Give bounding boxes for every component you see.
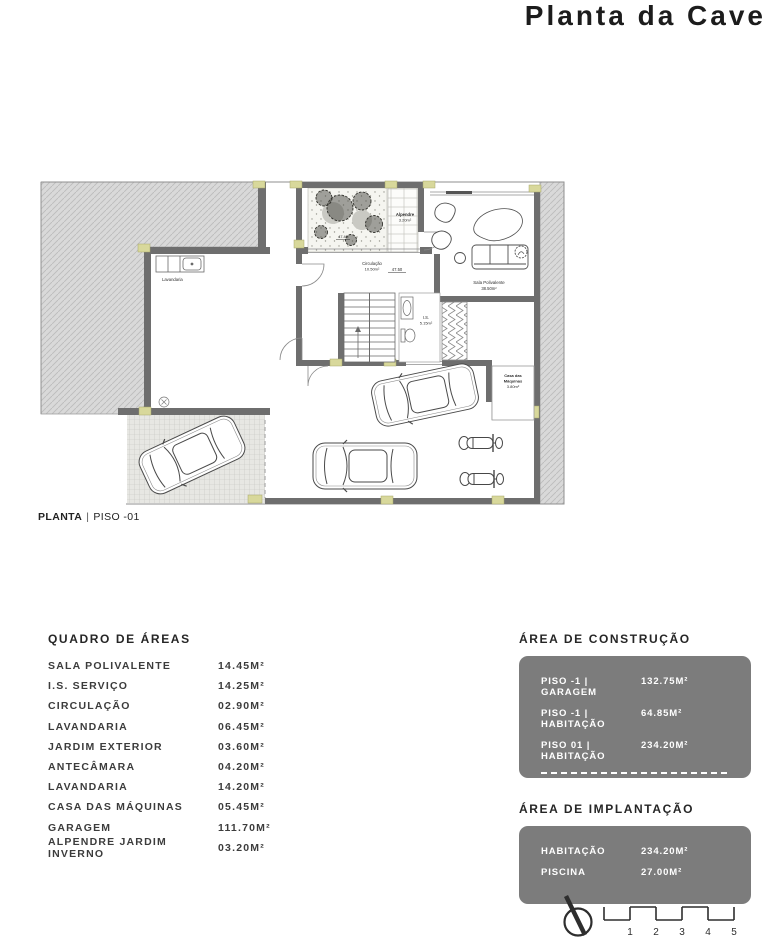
total-label: TOTAL xyxy=(541,783,577,794)
bathroom-label: I.S. xyxy=(422,315,430,320)
row-label: CIRCULAÇÃO xyxy=(48,700,131,713)
table-row xyxy=(48,835,318,860)
row-label: SALA POLIVALENTE xyxy=(48,660,172,673)
table-row xyxy=(48,676,318,696)
construction-area-title: ÁREA DE CONSTRUÇÃO xyxy=(519,632,691,646)
living-room-label: Sala Polivalente xyxy=(473,280,505,285)
page-title: Planta da Cave xyxy=(524,0,766,31)
plan-caption xyxy=(38,511,140,523)
row-value: 111.70M² xyxy=(218,821,271,834)
table-row xyxy=(48,737,318,757)
table-row xyxy=(48,656,318,676)
scale-tick-label: 2 xyxy=(653,927,659,938)
row-value: 14.20M² xyxy=(218,781,265,794)
circulation-label: Circulação xyxy=(362,261,382,266)
scale-tick-label: 3 xyxy=(679,927,685,938)
bathroom xyxy=(399,293,440,362)
north-and-scale xyxy=(552,893,762,943)
construction-area-section xyxy=(519,632,751,794)
panel-row xyxy=(541,867,741,878)
scale-bar-numbers xyxy=(627,927,737,938)
row-value: 14.25M² xyxy=(218,680,265,693)
living-room-furniture xyxy=(432,203,528,269)
total-row xyxy=(541,783,741,794)
row-label: LAVANDARIA xyxy=(48,781,128,794)
drain-symbol xyxy=(159,397,169,407)
construction-area-panel xyxy=(519,656,751,794)
table-row xyxy=(48,797,318,817)
bathroom-area-label: 5.15m² xyxy=(419,320,433,326)
floor-plan xyxy=(40,180,565,506)
laundry-label: Lavandaria xyxy=(162,277,183,282)
areas-table-title: QUADRO DE ÁREAS xyxy=(48,632,191,646)
living-room-area-label: 38.50m² xyxy=(481,286,497,291)
panel-row xyxy=(541,708,741,730)
alpendre-area-label: 3.20m² xyxy=(398,217,412,223)
table-row xyxy=(48,696,318,716)
panel-row xyxy=(541,846,741,857)
row-value: 03.20M² xyxy=(218,841,265,854)
implantation-area-section xyxy=(519,802,751,904)
terrain-hatch-right xyxy=(540,182,564,504)
machine-room-label-2: Máquinas xyxy=(503,378,523,384)
row-label: CASA DAS MÁQUINAS xyxy=(48,801,183,814)
row-label: ALPENDRE JARDIM INVERNO xyxy=(48,835,167,860)
scale-tick-label: 5 xyxy=(731,927,737,938)
circulation-level-label: 47.50 xyxy=(391,267,403,272)
north-scale-svg xyxy=(552,893,762,938)
row-label: GARAGEM xyxy=(48,821,112,834)
table-row xyxy=(48,757,318,777)
row-value: 64.85M² xyxy=(641,708,683,719)
panel-row xyxy=(541,740,741,762)
row-label: HABITAÇÃO xyxy=(541,846,606,857)
row-value: 234.20M² xyxy=(641,846,689,857)
row-value: 06.45M² xyxy=(218,720,265,733)
plan-caption-floor: PISO -01 xyxy=(93,511,140,523)
areas-table xyxy=(48,632,318,858)
scale-tick-label: 4 xyxy=(705,927,711,938)
row-label: PISO -1 | GARAGEM xyxy=(541,676,597,698)
machine-room-label-1: Casa das xyxy=(504,373,522,378)
plan-caption-title: PLANTA xyxy=(38,511,83,523)
north-arrow-icon xyxy=(565,896,592,936)
alpendre-label: Alpendre xyxy=(395,212,415,217)
row-value: 02.90M² xyxy=(218,700,265,713)
row-label: LAVANDARIA xyxy=(48,720,128,733)
total-value: 431.75M² xyxy=(641,783,689,794)
row-value: 03.60M² xyxy=(218,740,265,753)
plan-caption-separator: | xyxy=(86,511,90,523)
laundry-counter xyxy=(156,256,204,272)
floor-plan-svg xyxy=(40,180,565,506)
row-value: 234.20M² xyxy=(641,740,689,751)
scale-tick-label: 1 xyxy=(627,927,633,938)
row-label: PISO -1 | HABITAÇÃO xyxy=(541,708,606,730)
row-value: 132.75M² xyxy=(641,676,689,687)
total-separator xyxy=(541,772,727,774)
row-label: I.S. SERVIÇO xyxy=(48,680,129,693)
car-garage-horizontal xyxy=(313,440,417,492)
terrain-hatch-left xyxy=(41,182,262,414)
table-row xyxy=(48,777,318,797)
scale-bar xyxy=(604,907,734,920)
table-row xyxy=(48,717,318,737)
machine-room-area-label: 3.80m² xyxy=(506,384,520,389)
row-value: 04.20M² xyxy=(218,761,265,774)
garden-level-label: 47.40 xyxy=(338,235,348,239)
row-label: JARDIM EXTERIOR xyxy=(48,740,163,753)
stairs xyxy=(344,293,395,362)
row-label: PISO 01 | HABITAÇÃO xyxy=(541,740,606,762)
implantation-area-title: ÁREA DE IMPLANTAÇÃO xyxy=(519,802,695,816)
circulation-area-label: 10.50m² xyxy=(364,266,380,272)
panel-row xyxy=(541,676,741,698)
row-label: PISCINA xyxy=(541,867,586,878)
row-value: 14.45M² xyxy=(218,660,265,673)
row-label: ANTECÂMARA xyxy=(48,761,136,774)
window-dark-dash xyxy=(446,191,472,194)
closet xyxy=(442,302,467,360)
row-value: 05.45M² xyxy=(218,801,265,814)
row-value: 27.00M² xyxy=(641,867,683,878)
table-row xyxy=(48,818,318,838)
